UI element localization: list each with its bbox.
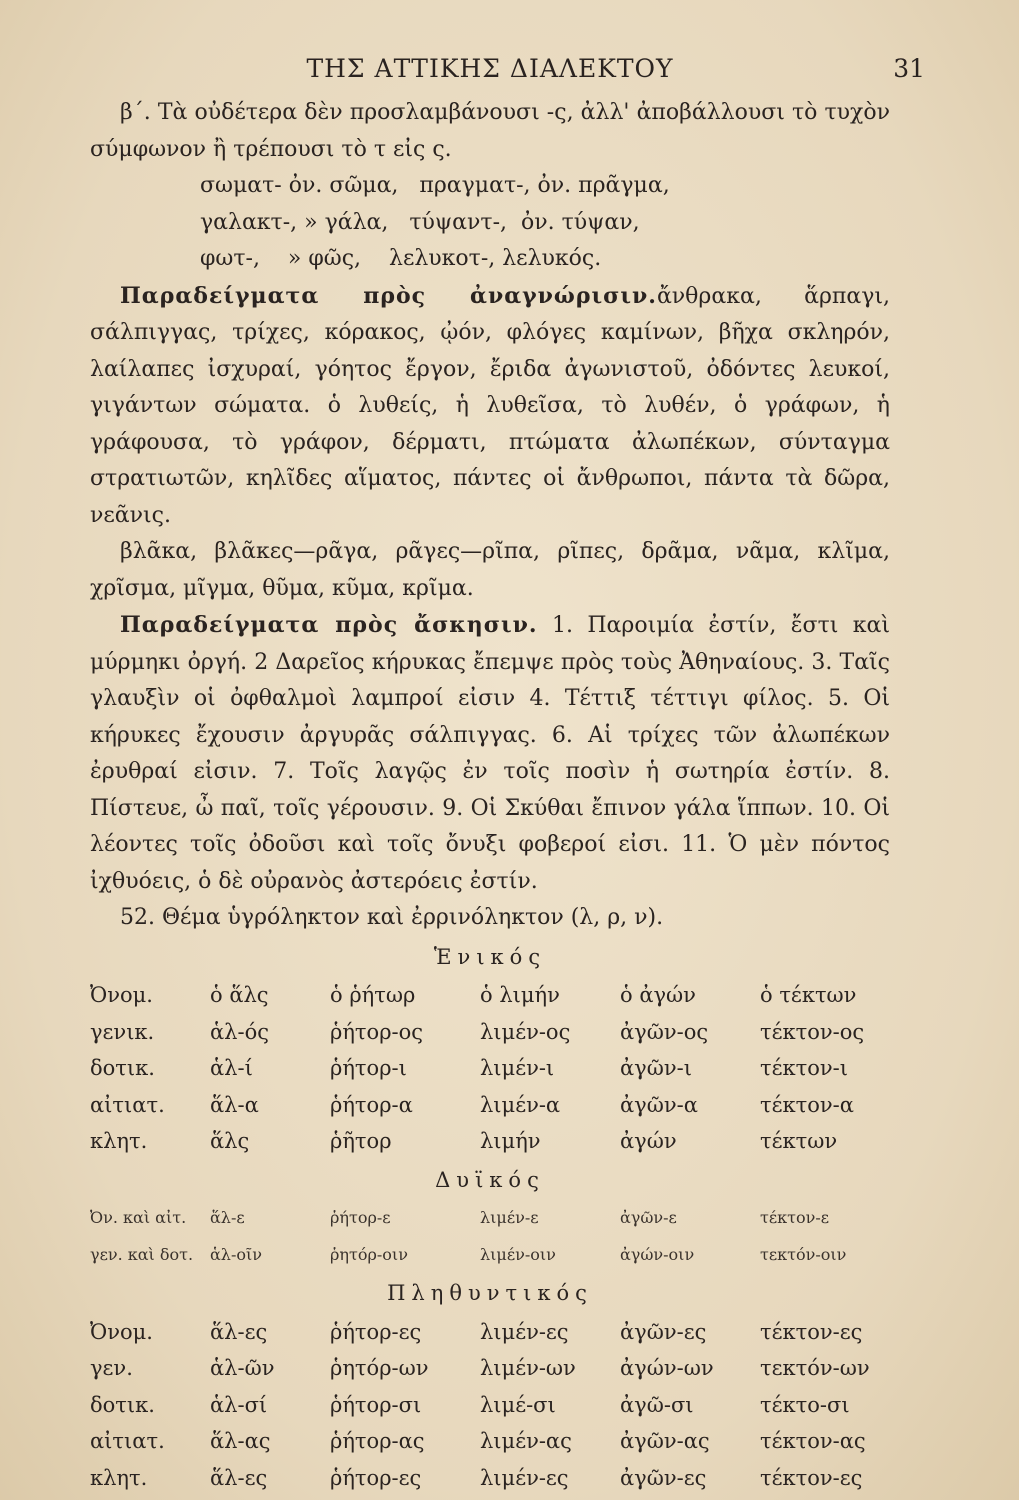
declension-row [90, 1423, 890, 1460]
exercise-paragraph [90, 607, 890, 900]
declension-form: ῥήτορ-ι [330, 1056, 407, 1080]
case-label: Ὀν. καὶ αἰτ. [90, 1208, 187, 1227]
declension-form: ἁλ-σί [210, 1392, 268, 1417]
dual-title: Δυϊκός [435, 1167, 545, 1192]
recognition-text: ἄνθρακα, ἅρπαγι, σάλπιγγας, τρίχες, κόρακος, ᾠόν, φλόγες καμίνων, βῆχα σκληρόν, λαίλαπες ἰσχυραί, γόητος ἔργον, ἔριδα ἀγωνιστοῦ, ὀδόντες λευκοί, γιγάντων σώματα. ὁ λυθείς, ἡ λυθεῖσα, τὸ λυθέν, ὁ γράφων, ἡ γράφουσα, τὸ γράφον, δέρματι, πτώματα ἀλωπέκων, σύνταγμα στρατιωτῶν, κηλῖδες αἵματος, πάντες οἱ ἄνθρωποι, πάντα τὰ δῶρα, νεᾶνις. [90, 283, 891, 528]
declension-form: ἀγῶ-σι [620, 1392, 694, 1417]
declension-form: λιμέν-ων [480, 1356, 576, 1380]
long-vowel-paragraph: βλᾶκα, βλᾶκες—ρᾶγα, ρᾶγες—ρῖπα, ρῖπες, δρᾶμα, νᾶμα, κλῖμα, χρῖσμα, μῖγμα, θῦμα, κῦμα, κρῖμα. [90, 539, 890, 601]
declension-form: τέκτον-ας [760, 1429, 866, 1453]
declension-row [90, 1123, 890, 1160]
declension-row [90, 1014, 890, 1051]
declension-form: ῥήτορ-ε [330, 1208, 391, 1227]
declension-form: ἀγών [620, 1129, 677, 1153]
case-label: κλητ. [90, 1129, 148, 1153]
declension-form: τέκτον-ες [760, 1319, 863, 1344]
singular-table [90, 977, 890, 1160]
declension-form: ἀγῶν-ι [620, 1056, 692, 1080]
declension-form: λιμέν-οιν [480, 1244, 556, 1264]
declension-form: ἀγῶν-ος [620, 1019, 709, 1044]
declension-form: λιμέν-ε [480, 1208, 539, 1227]
case-label: Ὀνομ. [90, 983, 153, 1007]
case-label: κλητ. [90, 1465, 148, 1490]
declension-row [90, 1200, 890, 1237]
declension-row [90, 1237, 890, 1274]
case-label: δοτικ. [90, 1056, 155, 1080]
declension-form: ἅλ-ας [210, 1429, 271, 1453]
declension-form: ὁ ῥήτωρ [330, 983, 416, 1007]
case-label: Ὀνομ. [90, 1319, 153, 1344]
declension-form: τέκτον-ες [760, 1465, 863, 1490]
example-line: φωτ-, » φῶς, λελυκοτ-, λελυκός. [200, 246, 602, 271]
declension-form: λιμέν-α [480, 1092, 561, 1117]
singular-title: Ἑνικός [433, 944, 547, 969]
declension-form: ἅλ-ες [210, 1319, 268, 1344]
case-label: αἰτιατ. [90, 1092, 165, 1117]
declension-form: ῥήτορ-ες [330, 1465, 422, 1490]
recognition-paragraph [90, 278, 890, 535]
declension-form: ὁ ἅλς [210, 983, 269, 1007]
declension-form: ῥήτορ-σι [330, 1392, 422, 1417]
declension-row [90, 1350, 890, 1387]
declension-form: ἅλ-ε [210, 1208, 245, 1227]
declension-form: τέκτον-ι [760, 1056, 848, 1080]
declension-form: ἀγῶν-ας [620, 1429, 710, 1453]
declension-row [90, 1087, 890, 1124]
declension-row [90, 1387, 890, 1424]
declension-form: ῥῆτορ [330, 1129, 392, 1153]
declension-form: λιμέν-ες [480, 1319, 569, 1344]
declension-form: ὁ ἀγών [620, 983, 696, 1007]
example-line: σωματ- ὀν. σῶμα, πραγματ-, ὀν. πρᾶγμα, [200, 173, 670, 198]
declension-form: ἁλ-ῶν [210, 1356, 275, 1380]
declension-form: τεκτόν-οιν [760, 1244, 847, 1264]
dual-table [90, 1200, 890, 1273]
declension-form: τεκτόν-ων [760, 1356, 870, 1380]
declension-form: τέκτον-α [760, 1092, 854, 1117]
case-label: γεν. [90, 1356, 133, 1380]
declension-form: ῥητόρ-οιν [330, 1244, 408, 1264]
declension-form: ἁλ-οῖν [210, 1244, 262, 1264]
declension-form: τέκτον-ος [760, 1019, 865, 1044]
declension-form: ἅλ-α [210, 1092, 259, 1117]
page-number: 31 [893, 54, 925, 83]
page-header [90, 50, 925, 90]
declension-row [90, 977, 890, 1014]
declension-form: λιμέν-ας [480, 1429, 572, 1453]
declension-row [90, 1314, 890, 1351]
declension-form: ἁλ-ί [210, 1056, 253, 1080]
declension-form: λιμέν-ες [480, 1465, 569, 1490]
declension-form: ῥήτορ-ας [330, 1429, 425, 1453]
declension-form: ἀγῶν-ε [620, 1208, 677, 1227]
declension-form: ὁ τέκτων [760, 983, 857, 1007]
declension-form: ὁ λιμήν [480, 983, 560, 1007]
rule-beta: β΄. Τὰ οὐδέτερα δὲν προσλαμβάνουσι -ς, ἀλλ' ἀποβάλλουσι τὸ τυχὸν σύμφωνον ἢ τρέπουσι τὸ τ εἰς ς. [90, 100, 890, 162]
declension-row [90, 1460, 890, 1497]
case-label: δοτικ. [90, 1392, 155, 1417]
declension-form: τέκτο-σι [760, 1392, 850, 1417]
declension-form: ἀγῶν-α [620, 1092, 698, 1117]
theme-heading: 52. Θέμα ὑγρόληκτον καὶ ἐρρινόληκτον (λ, ρ, ν). [120, 905, 664, 930]
declension-form: ἅλ-ες [210, 1465, 268, 1490]
running-title: ΤΗΣ ΑΤΤΙΚΗΣ ΔΙΑΛΕΚΤΟΥ [306, 54, 674, 83]
declension-form: ἀγῶν-ες [620, 1319, 707, 1344]
example-line: γαλακτ-, » γάλα, τύψαντ-, ὀν. τύψαν, [200, 209, 640, 235]
declension-form: ἅλς [210, 1129, 250, 1153]
declension-form: λιμήν [480, 1129, 541, 1153]
page-body [90, 95, 890, 1496]
declension-form: λιμέν-ι [480, 1056, 555, 1080]
declension-form: ἁλ-ός [210, 1019, 269, 1044]
declension-form: τέκτων [760, 1129, 838, 1153]
exercise-heading: Παραδείγματα πρὸς ἄσκησιν. [120, 612, 538, 638]
declension-form: ῥήτορ-ος [330, 1019, 424, 1044]
exercise-text: 1. Παροιμία ἐστίν, ἔστι καὶ μύρμηκι ὀργή. 2 Δαρεῖος κήρυκας ἔπεμψε πρὸς τοὺς Ἀθηναίους. 3. Ταῖς γλαυξὶν οἱ ὀφθαλμοὶ λαμπροί εἰσιν 4. Τέττιξ τέττιγι φίλος. 5. Οἱ κήρυκες ἔχουσιν ἀργυρᾶς σάλπιγγας. 6. Αἱ τρίχες τῶν ἀλωπέκων ἐρυθραί εἰσιν. 7. Τοῖς λαγῷς ἐν τοῖς ποσὶν ἡ σωτηρία ἐστίν. 8. Πίστευε, ὦ παῖ, τοῖς γέρουσιν. 9. Οἱ Σκύθαι ἔπινον γάλα ἵππων. 10. Οἱ λέοντες τοῖς ὀδοῦσι καὶ τοῖς ὄνυξι φοβεροί εἰσι. 11. Ὁ μὲν πόντος ἰχθυόεις, ὁ δὲ οὐρανὸς ἀστερόεις ἐστίν. [90, 613, 890, 894]
plural-table [90, 1314, 890, 1497]
recognition-heading: Παραδείγματα πρὸς ἀναγνώρισιν. [120, 282, 657, 309]
declension-form: λιμέ-σι [480, 1392, 556, 1417]
declension-row [90, 1050, 890, 1087]
plural-title: Πληθυντικός [387, 1281, 593, 1305]
case-label: αἰτιατ. [90, 1429, 165, 1453]
declension-form: τέκτον-ε [760, 1208, 830, 1227]
declension-form: ἀγών-ων [620, 1356, 714, 1380]
declension-form: ῥήτορ-α [330, 1092, 413, 1117]
declension-form: ῥητόρ-ων [330, 1356, 429, 1380]
declension-form: ῥήτορ-ες [330, 1319, 422, 1344]
case-label: γενικ. [90, 1019, 155, 1044]
declension-form: ἀγών-οιν [620, 1244, 695, 1264]
case-label: γεν. καὶ δοτ. [90, 1244, 194, 1264]
declension-form: ἀγῶν-ες [620, 1465, 707, 1490]
declension-form: λιμέν-ος [480, 1019, 571, 1044]
